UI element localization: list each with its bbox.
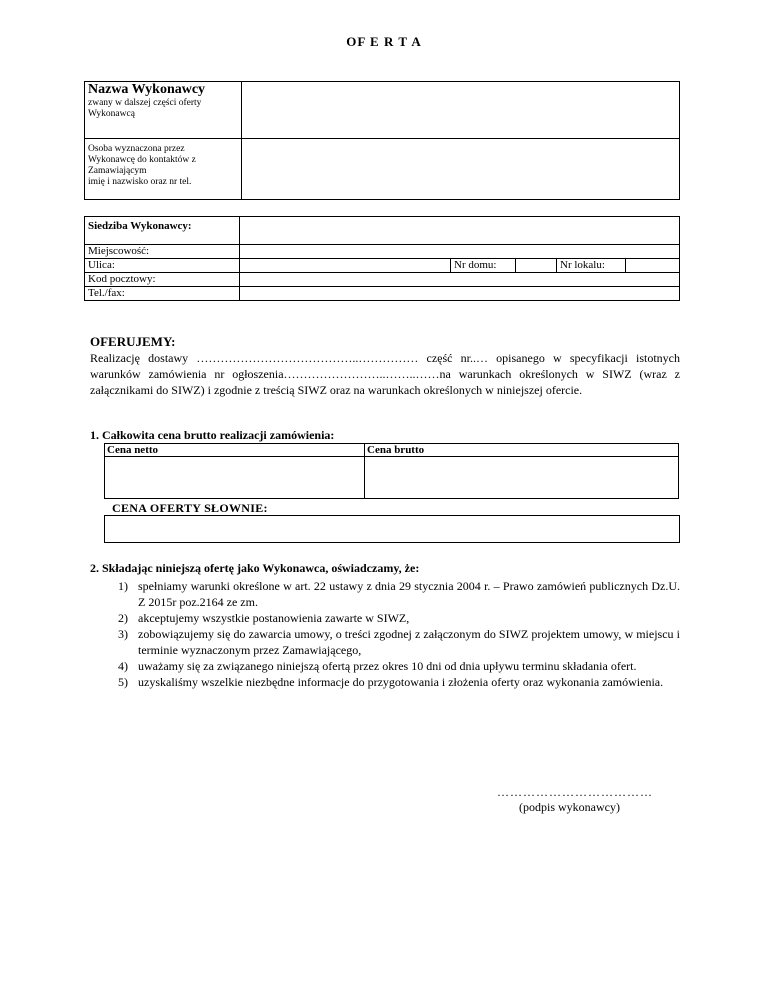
list-item-text: uzyskaliśmy wszelkie niezbędne informacje do przygotowania i złożenia oferty oraz wykonania zamówienia. [138,675,664,689]
section-2-heading: 2. Składając niniejszą ofertę jako Wykonawca, oświadczamy, że: [90,561,420,575]
document-title: OF E R T A [346,34,422,49]
city-label: Miejscowość: [85,245,240,259]
list-item-number: 5) [118,675,128,689]
contact-label-line: Zamawiającym [88,166,147,176]
contact-label-line: Wykonawcę do kontaktów z [88,155,196,165]
contact-person-field[interactable] [242,139,680,200]
signature-label: (podpis wykonawcy) [519,800,620,814]
list-item [118,626,680,658]
contractor-name-label: Nazwa Wykonawcy [88,82,206,97]
postal-code-field[interactable] [240,273,680,287]
list-item [118,578,680,610]
street-label: Ulica: [85,259,240,273]
offer-paragraph: Realizację dostawy …………………………………..…………… część nr..… opisanego w specyfikacji istotnych warunków zamówienia nr ogłoszenia……………………..……..……na warunkach określonych w SIWZ (wraz z załącznikami do SIWZ) i zgodnie z treścią SIWZ oraz na warunkach określonych w niniejszej ofercie. [90,351,680,397]
list-item [118,610,680,626]
contact-label-line: Osoba wyznaczona przez [88,144,185,154]
gross-price-field[interactable] [365,457,679,499]
list-item-number: 4) [118,659,128,673]
list-item-number: 1) [118,579,128,593]
list-item [118,674,680,690]
declarations-list [118,578,680,690]
flat-number-field[interactable] [626,259,680,273]
tel-fax-field[interactable] [240,287,680,301]
contact-label-line: imię i nazwisko oraz nr tel. [88,177,192,187]
section-1-heading: 1. Całkowita cena brutto realizacji zamówienia: [90,428,335,442]
offer-heading: OFERUJEMY: [90,334,176,349]
gross-price-label: Cena brutto [365,444,679,457]
flat-number-label: Nr lokalu: [557,259,626,273]
list-item-text: uważamy się za związanego niniejszą ofertą przez okres 10 dni od dnia upływu terminu składania ofert. [138,659,637,673]
list-item-text: akceptujemy wszystkie postanowienia zawarte w SIWZ, [138,611,410,625]
contractor-name-field[interactable] [242,82,680,139]
tel-fax-label: Tel./fax: [85,287,240,301]
house-number-label: Nr domu: [451,259,516,273]
price-in-words-label: CENA OFERTY SŁOWNIE: [112,501,268,515]
list-item-text: spełniamy warunki określone w art. 22 ustawy z dnia 29 stycznia 2004 r. – Prawo zamówień publicznych Dz.U. Z 2015r poz.2164 ze zm. [138,579,680,609]
net-price-field[interactable] [105,457,365,499]
list-item [118,658,680,674]
contractor-name-sub: zwany w dalszej części oferty Wykonawcą [88,98,202,119]
contractor-name-cell [85,82,242,139]
list-item-number: 3) [118,627,128,641]
city-field[interactable] [240,245,680,259]
house-number-field[interactable] [516,259,557,273]
price-in-words-field[interactable] [104,515,680,543]
seat-label: Siedziba Wykonawcy: [85,217,240,245]
list-item-number: 2) [118,611,128,625]
street-field[interactable] [240,259,451,273]
seat-table [84,216,680,301]
postal-code-label: Kod pocztowy: [85,273,240,287]
contractor-table [84,81,680,200]
signature-line[interactable]: ……………………………… [497,785,653,799]
list-item-text: zobowiązujemy się do zawarcia umowy, o treści zgodnej z załączonym do SIWZ projektem umowy, w miejscu i terminie wyznaczonym przez Zamawiającego, [138,627,680,657]
contact-person-cell [85,139,242,200]
net-price-label: Cena netto [105,444,365,457]
seat-field[interactable] [240,217,680,245]
price-table [104,443,679,499]
